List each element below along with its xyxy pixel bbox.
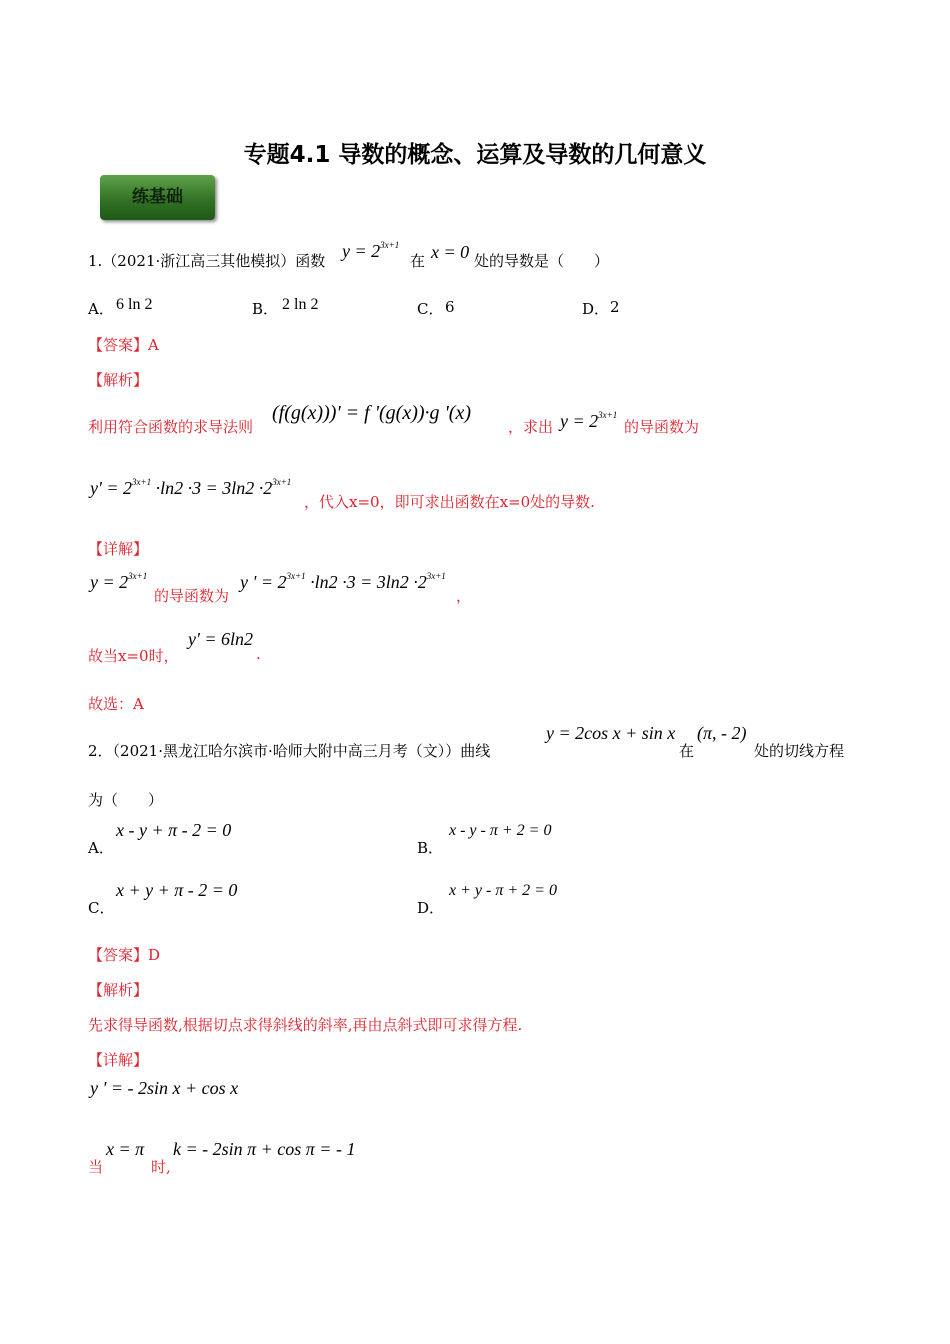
q1-detail-derivative-b: ·ln2 ·3 = 3ln2 ·2 bbox=[305, 572, 427, 592]
q1-answer bbox=[88, 334, 159, 355]
q1-detail-mid: 的导函数为 bbox=[154, 587, 230, 605]
q1-detail-derivative bbox=[240, 571, 446, 593]
q1-option-a-value: 6 ln 2 bbox=[116, 296, 153, 313]
q1-analysis-suffix: 的导函数为 bbox=[624, 418, 700, 436]
q2-option-d-label: D． bbox=[417, 899, 445, 917]
q1-function-exp: 3x+1 bbox=[380, 240, 400, 250]
q2-stem-line2: 为（ ） bbox=[88, 791, 164, 809]
q2-point: (π, - 2) bbox=[697, 723, 747, 743]
q1-option-d-value: 2 bbox=[610, 298, 620, 316]
q1-derivative-a: y' = 2 bbox=[90, 478, 132, 498]
q1-stem-prefix: 1.（2021·浙江高三其他模拟）函数 bbox=[88, 252, 326, 270]
q1-analysis-function bbox=[560, 410, 617, 432]
page-title: 专题4.1 导数的概念、运算及导数的几何意义 bbox=[243, 142, 707, 168]
q2-stem-prefix: 2．（2021·黑龙江哈尔滨市·哈师大附中高三月考（文））曲线 bbox=[88, 742, 491, 760]
q1-detail-derivative-a-exp: 3x+1 bbox=[286, 571, 306, 581]
q2-answer bbox=[88, 944, 160, 965]
q1-option-b-value: 2 ln 2 bbox=[282, 296, 319, 313]
q1-answer-value: A bbox=[148, 336, 159, 354]
q2-option-a-value: x - y + π - 2 = 0 bbox=[116, 820, 232, 840]
q1-analysis-prefix: 利用符合函数的求导法则 bbox=[88, 418, 254, 436]
q1-option-d-label: D． bbox=[582, 300, 610, 318]
q2-detail-label: 【详解】 bbox=[88, 1051, 149, 1069]
q1-detail-label: 【详解】 bbox=[88, 540, 149, 558]
q1-option-a-label: A． bbox=[88, 300, 114, 318]
q1-when-value: y' = 6ln2 bbox=[188, 629, 253, 649]
q1-derivative-b-exp: 3x+1 bbox=[272, 477, 292, 487]
q2-analysis-label: 【解析】 bbox=[88, 981, 149, 999]
q1-function bbox=[342, 240, 399, 262]
q1-derivative-note: ，代入x=0，即可求出函数在x=0处的导数. bbox=[304, 493, 595, 511]
q1-when-text: 故当x=0时， bbox=[88, 647, 179, 665]
q1-analysis-function-exp: 3x+1 bbox=[598, 410, 618, 420]
q2-curve: y = 2cos x + sin x bbox=[546, 723, 676, 743]
q1-when-end: . bbox=[256, 645, 261, 663]
q1-option-c-value: 6 bbox=[445, 298, 455, 316]
q2-option-a-label: A． bbox=[88, 839, 114, 857]
q1-analysis-label: 【解析】 bbox=[88, 371, 149, 389]
q2-stem-mid: 在 bbox=[679, 742, 695, 760]
q1-answer-label: 【答案】 bbox=[88, 336, 149, 354]
q1-choice-text: 故选：A bbox=[88, 695, 144, 713]
q1-analysis-function-base: y = 2 bbox=[560, 411, 599, 431]
q1-chain-rule: (f(g(x)))' = f '(g(x))·g '(x) bbox=[272, 402, 471, 424]
q2-when-x: x = π bbox=[106, 1139, 145, 1159]
q2-option-d-value: x + y - π + 2 = 0 bbox=[449, 882, 557, 899]
q1-analysis-mid: ，求出 bbox=[508, 418, 554, 436]
q1-detail-function-base: y = 2 bbox=[90, 572, 129, 592]
q2-answer-label: 【答案】 bbox=[88, 946, 149, 964]
q2-option-c-value: x + y + π - 2 = 0 bbox=[116, 880, 238, 900]
q2-answer-value: D bbox=[148, 946, 161, 964]
q2-analysis-text: 先求得导函数,根据切点求得斜线的斜率,再由点斜式即可求得方程. bbox=[88, 1016, 523, 1034]
q1-point: x = 0 bbox=[431, 242, 470, 262]
section-badge: 练基础 bbox=[100, 175, 215, 220]
q1-stem-suffix: 处的导数是（ ） bbox=[474, 252, 610, 270]
q1-detail-derivative-a: y ' = 2 bbox=[240, 572, 287, 592]
q1-derivative-formula bbox=[90, 477, 291, 499]
q2-slope: k = - 2sin π + cos π = - 1 bbox=[173, 1139, 356, 1159]
q1-option-c-label: C． bbox=[417, 300, 444, 318]
q1-derivative-a-exp: 3x+1 bbox=[132, 477, 152, 487]
q2-when-prefix: 当 bbox=[88, 1158, 104, 1176]
q1-option-b-label: B． bbox=[252, 300, 279, 318]
q1-detail-function-exp: 3x+1 bbox=[128, 571, 148, 581]
q2-option-b-value: x - y - π + 2 = 0 bbox=[449, 822, 552, 839]
q1-stem-mid: 在 bbox=[410, 252, 426, 270]
q2-detail-derivative: y ' = - 2sin x + cos x bbox=[90, 1078, 239, 1098]
q1-detail-derivative-b-exp: 3x+1 bbox=[426, 571, 446, 581]
q1-detail-function bbox=[90, 571, 147, 593]
q1-function-base: y = 2 bbox=[342, 241, 381, 261]
q2-option-b-label: B． bbox=[417, 839, 444, 857]
q2-option-c-label: C． bbox=[88, 899, 115, 917]
q1-derivative-b: ·ln2 ·3 = 3ln2 ·2 bbox=[151, 478, 273, 498]
q2-when-mid: 时, bbox=[151, 1158, 171, 1176]
q1-detail-comma: ， bbox=[456, 587, 472, 605]
q2-stem-suffix: 处的切线方程 bbox=[754, 742, 845, 760]
